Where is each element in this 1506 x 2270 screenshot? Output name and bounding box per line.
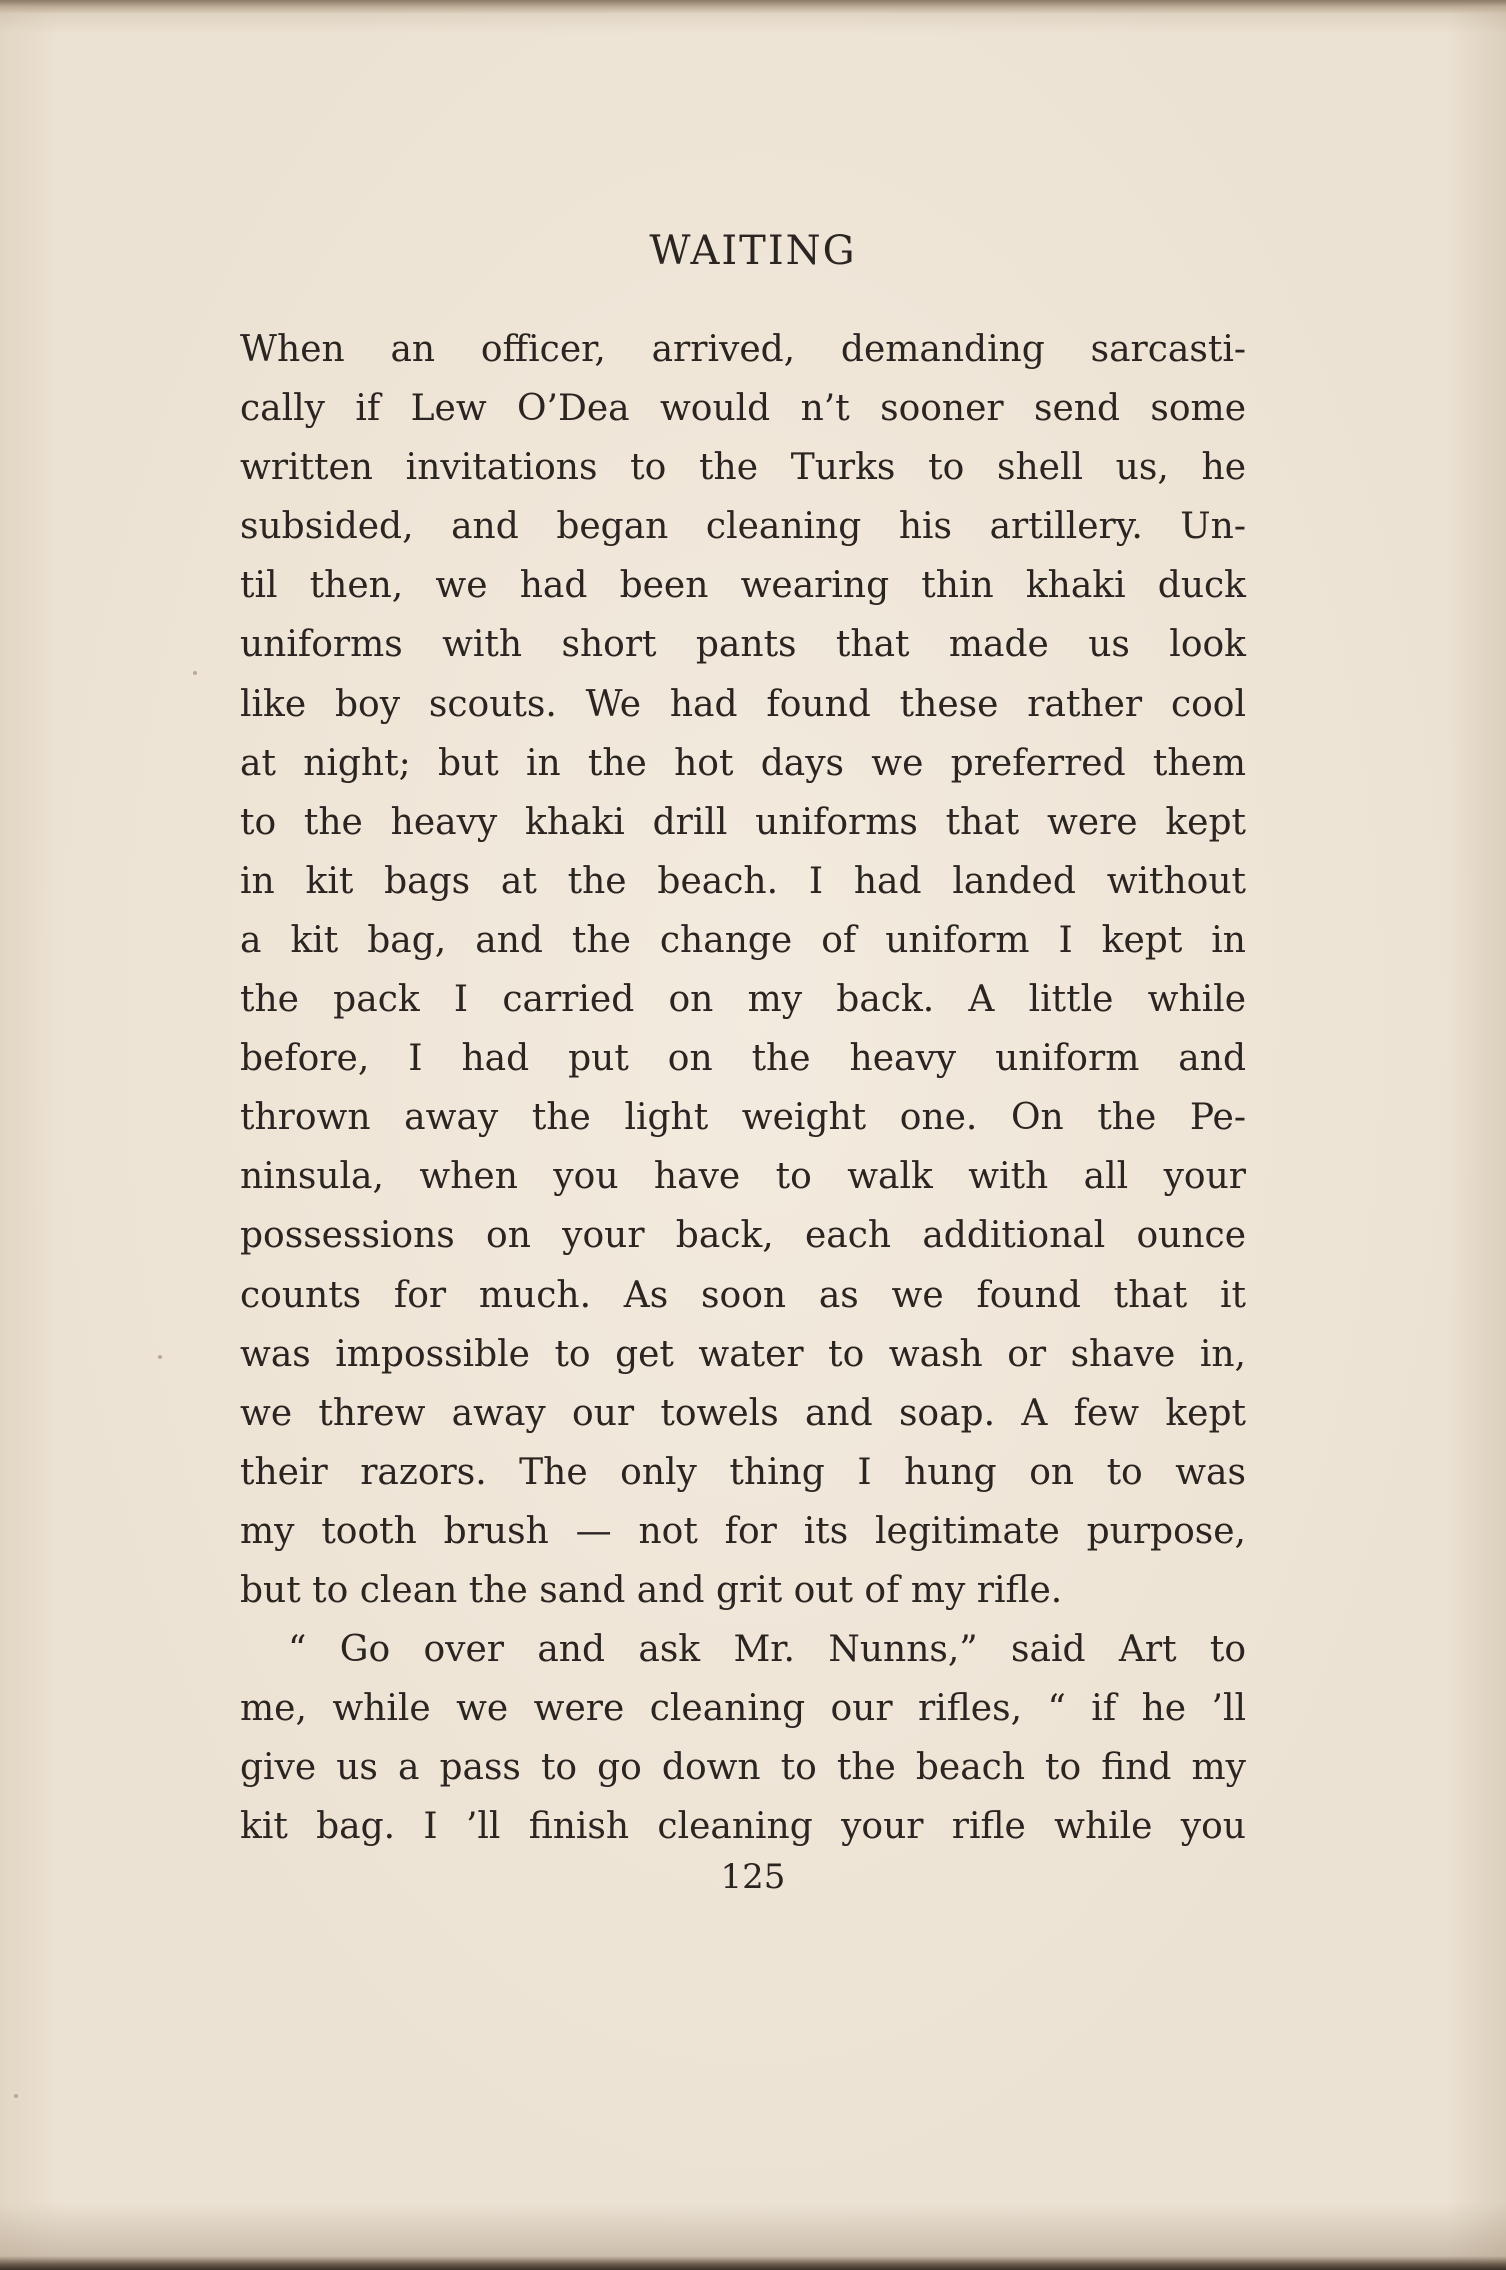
text-line: but to clean the sand and grit out of my rifle. — [240, 1569, 1063, 1611]
page-number: 125 — [720, 1857, 786, 1897]
text-line: kit bag. I ’ll finish cleaning your rifle while you — [240, 1806, 1246, 1848]
text-line: ninsula, when you have to walk with all your — [240, 1156, 1246, 1198]
page-top-edge — [0, 0, 1506, 14]
paper-speck — [158, 1355, 162, 1359]
text-line: til then, we had been wearing thin khaki duck — [240, 565, 1246, 607]
text-line: in kit bags at the beach. I had landed without — [240, 860, 1246, 902]
text-line: at night; but in the hot days we preferred them — [240, 742, 1246, 784]
text-line: uniforms with short pants that made us look — [240, 624, 1246, 666]
text-line: to the heavy khaki drill uniforms that were kept — [240, 801, 1246, 843]
text-line: my tooth brush — not for its legitimate purpose, — [240, 1510, 1246, 1552]
text-line: “ Go over and ask Mr. Nunns,” said Art to — [288, 1629, 1246, 1671]
page-bottom-edge — [0, 2256, 1506, 2270]
paper-speck — [14, 2094, 18, 2098]
text-line: the pack I carried on my back. A little while — [240, 979, 1246, 1021]
text-line: subsided, and began cleaning his artillery. Un- — [240, 506, 1246, 548]
text-line: When an officer, arrived, demanding sarcasti- — [240, 329, 1246, 370]
text-line: possessions on your back, each additional ounce — [240, 1215, 1246, 1257]
text-line: like boy scouts. We had found these rather cool — [240, 683, 1246, 725]
text-line: thrown away the light weight one. On the Pe- — [240, 1097, 1246, 1139]
text-line: was impossible to get water to wash or shave in, — [240, 1333, 1246, 1375]
text-line: written invitations to the Turks to shell us, he — [240, 447, 1246, 489]
running-head: WAITING — [649, 228, 857, 274]
text-line: give us a pass to go down to the beach to find my — [240, 1747, 1246, 1789]
text-line: cally if Lew O’Dea would n’t sooner send some — [240, 388, 1246, 430]
paper-speck — [193, 671, 197, 675]
text-line: counts for much. As soon as we found that it — [240, 1274, 1246, 1316]
text-line: a kit bag, and the change of uniform I kept in — [240, 919, 1246, 961]
body-text — [240, 320, 1246, 1856]
text-line: me, while we were cleaning our rifles, “ if he ’ll — [240, 1688, 1246, 1730]
text-line: we threw away our towels and soap. A few kept — [240, 1392, 1246, 1434]
text-line: before, I had put on the heavy uniform and — [240, 1038, 1246, 1080]
text-line: their razors. The only thing I hung on to was — [240, 1451, 1246, 1493]
